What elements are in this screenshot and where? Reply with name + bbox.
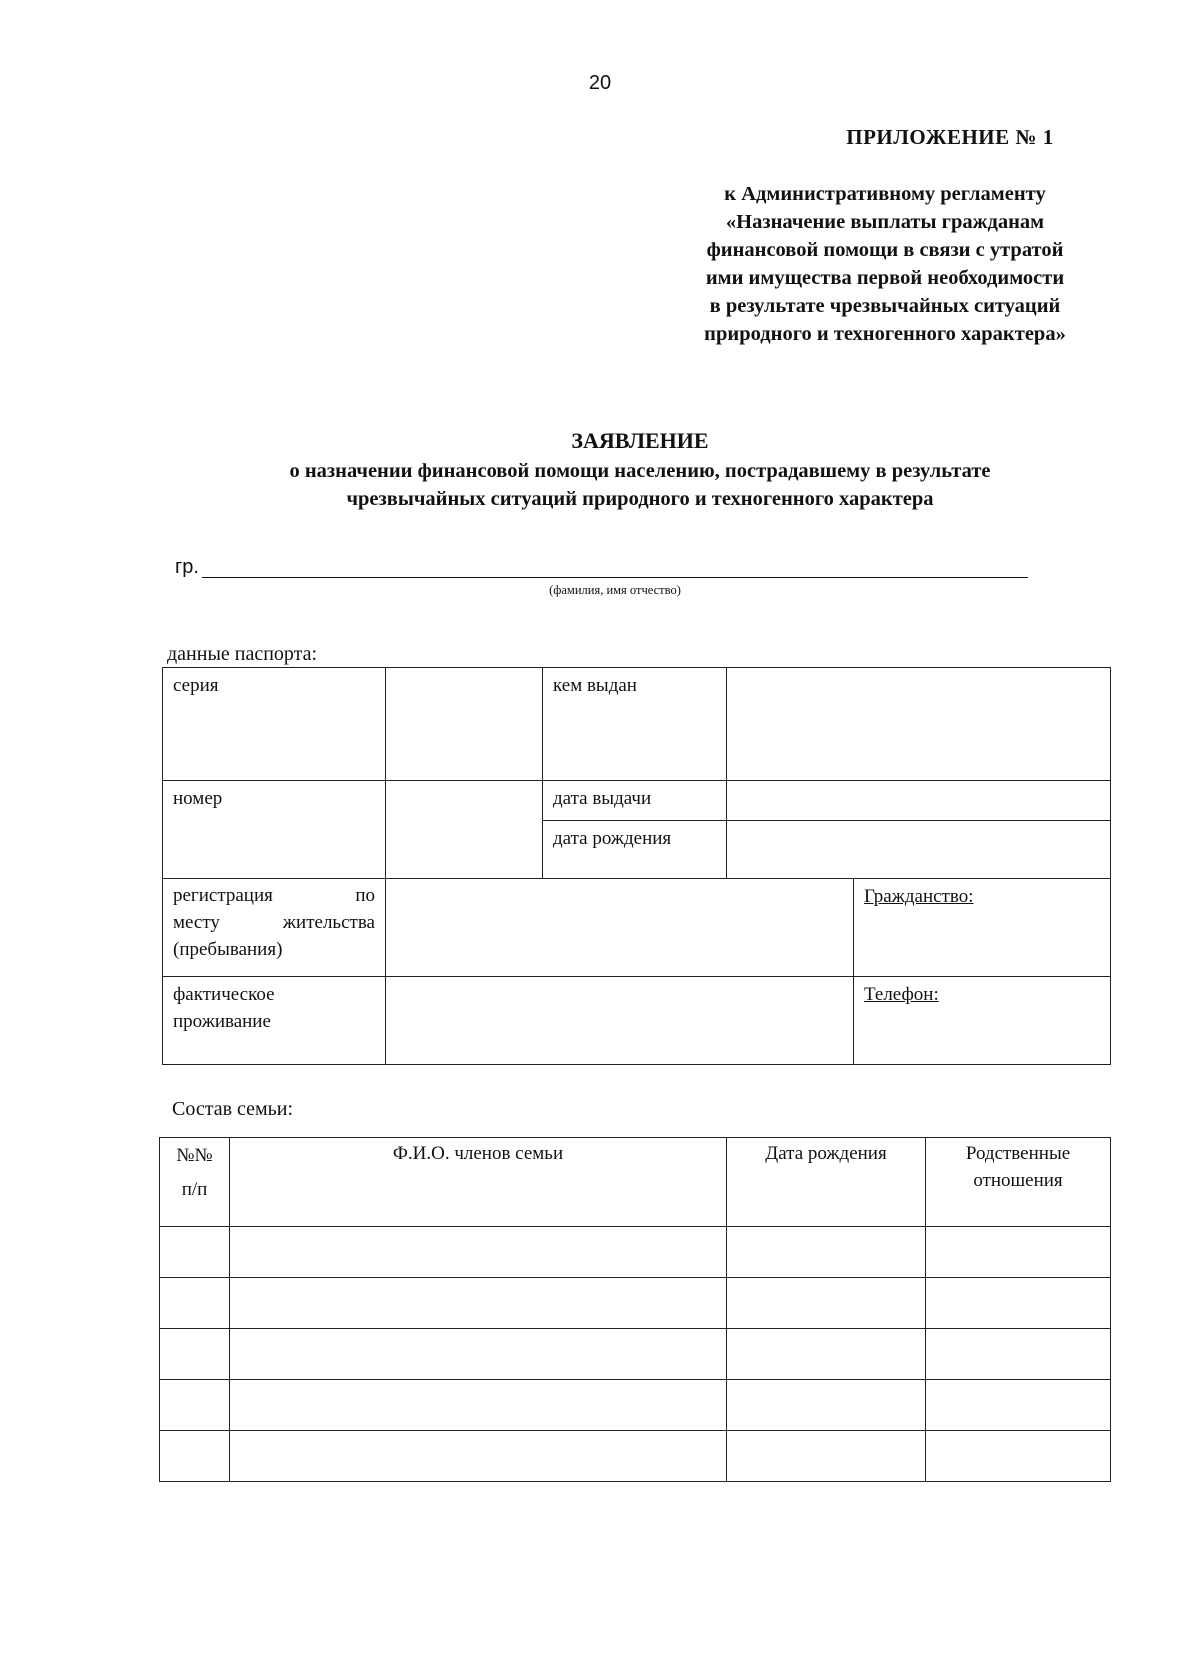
family-col-num-line2: п/п — [181, 1179, 208, 1200]
birth-date-label: дата рождения — [553, 828, 672, 849]
appendix-title: ПРИЛОЖЕНИЕ № 1 — [846, 125, 1054, 149]
table-row — [160, 1329, 1111, 1380]
family-col-relation-line2: отношения — [973, 1170, 1063, 1191]
birth-date-value[interactable] — [727, 821, 1110, 825]
family-fio-cell[interactable] — [230, 1227, 727, 1278]
applicant-name-field[interactable] — [202, 577, 1028, 578]
residence-label-line: фактическое — [173, 984, 275, 1005]
birth-date-value-cell[interactable] — [727, 821, 1111, 879]
phone-cell[interactable] — [854, 977, 1111, 1065]
family-col-fio-label: Ф.И.О. членов семьи — [392, 1143, 564, 1164]
issue-date-label: дата выдачи — [553, 788, 652, 809]
family-relation-cell[interactable] — [926, 1329, 1111, 1380]
family-num-cell[interactable] — [160, 1227, 230, 1278]
family-table — [159, 1137, 1111, 1482]
issue-date-value[interactable] — [727, 781, 1110, 785]
family-birth-cell[interactable] — [727, 1431, 926, 1482]
issue-date-label-cell — [543, 781, 727, 821]
applicant-name-caption: (фамилия, имя отчество) — [549, 583, 681, 597]
family-fio-cell[interactable] — [230, 1278, 727, 1329]
series-label: серия — [173, 675, 219, 696]
family-relation-cell[interactable] — [926, 1380, 1111, 1431]
family-birth-cell[interactable] — [727, 1227, 926, 1278]
issued-by-value[interactable] — [727, 668, 1110, 672]
family-col-birth-header — [727, 1138, 926, 1227]
registration-word: жительства — [282, 912, 375, 933]
phone-label: Телефон: — [864, 984, 939, 1005]
appendix-line: финансовой помощи в связи с утратой — [706, 239, 1064, 261]
document-title: ЗАЯВЛЕНИЕ — [571, 428, 709, 453]
family-num-cell[interactable] — [160, 1431, 230, 1482]
family-col-birth-label: Дата рождения — [765, 1143, 887, 1164]
table-row — [160, 1380, 1111, 1431]
registration-word: месту — [173, 912, 220, 933]
family-fio-cell[interactable] — [230, 1431, 727, 1482]
registration-value-cell[interactable] — [386, 879, 854, 977]
issued-by-label: кем выдан — [553, 675, 637, 696]
number-label: номер — [173, 788, 223, 809]
family-col-num-line1: №№ — [176, 1145, 213, 1166]
issued-by-label-cell — [543, 668, 727, 781]
birth-date-label-cell — [543, 821, 727, 879]
number-label-cell — [163, 781, 386, 879]
residence-label — [163, 977, 385, 1035]
family-fio-cell[interactable] — [230, 1329, 727, 1380]
number-value-cell[interactable] — [386, 781, 543, 879]
table-row — [160, 1431, 1111, 1482]
citizenship-cell[interactable] — [854, 879, 1111, 977]
registration-word: (пребывания) — [173, 939, 283, 960]
number-value[interactable] — [386, 781, 542, 785]
family-col-num-header — [160, 1138, 230, 1227]
registration-word: регистрация — [173, 885, 273, 906]
appendix-line: «Назначение выплаты гражданам — [725, 211, 1045, 233]
family-num-cell[interactable] — [160, 1278, 230, 1329]
family-birth-cell[interactable] — [727, 1329, 926, 1380]
issue-date-value-cell[interactable] — [727, 781, 1111, 821]
passport-table — [162, 667, 1111, 1065]
family-relation-cell[interactable] — [926, 1278, 1111, 1329]
series-value-cell[interactable] — [386, 668, 543, 781]
residence-value-cell[interactable] — [386, 977, 854, 1065]
issued-by-value-cell[interactable] — [727, 668, 1111, 781]
document-subtitle-line: чрезвычайных ситуаций природного и техногенного характера — [346, 488, 934, 510]
family-birth-cell[interactable] — [727, 1278, 926, 1329]
document-subtitle — [100, 457, 1180, 513]
family-num-cell[interactable] — [160, 1329, 230, 1380]
series-label-cell — [163, 668, 386, 781]
residence-label-cell — [163, 977, 386, 1065]
citizenship-label: Гражданство: — [864, 886, 974, 907]
document-subtitle-line: о назначении финансовой помощи населению, пострадавшему в результате — [289, 460, 991, 482]
page-number: 20 — [588, 72, 612, 94]
family-fio-cell[interactable] — [230, 1380, 727, 1431]
family-relation-cell[interactable] — [926, 1227, 1111, 1278]
appendix-line: природного и техногенного характера» — [704, 323, 1066, 345]
family-birth-cell[interactable] — [727, 1380, 926, 1431]
residence-label-line: проживание — [173, 1011, 271, 1032]
family-col-relation-line1: Родственные — [965, 1143, 1071, 1164]
family-section-label: Состав семьи: — [172, 1098, 294, 1120]
family-relation-cell[interactable] — [926, 1431, 1111, 1482]
table-row — [160, 1227, 1111, 1278]
family-col-relation-header — [926, 1138, 1111, 1227]
family-col-fio-header — [230, 1138, 727, 1227]
residence-value[interactable] — [386, 977, 853, 981]
family-num-cell[interactable] — [160, 1380, 230, 1431]
applicant-prefix: гр. — [175, 556, 199, 578]
registration-label-cell — [163, 879, 386, 977]
series-value[interactable] — [386, 668, 542, 672]
table-row — [160, 1278, 1111, 1329]
passport-section-label: данные паспорта: — [167, 643, 318, 665]
appendix-line: к Административному регламенту — [724, 183, 1046, 205]
registration-value[interactable] — [386, 879, 853, 883]
appendix-line: ими имущества первой необходимости — [705, 267, 1065, 289]
registration-word: по — [355, 885, 375, 906]
appendix-reference — [640, 180, 1130, 348]
appendix-line: в результате чрезвычайных ситуаций — [709, 295, 1061, 317]
registration-label — [163, 879, 385, 963]
